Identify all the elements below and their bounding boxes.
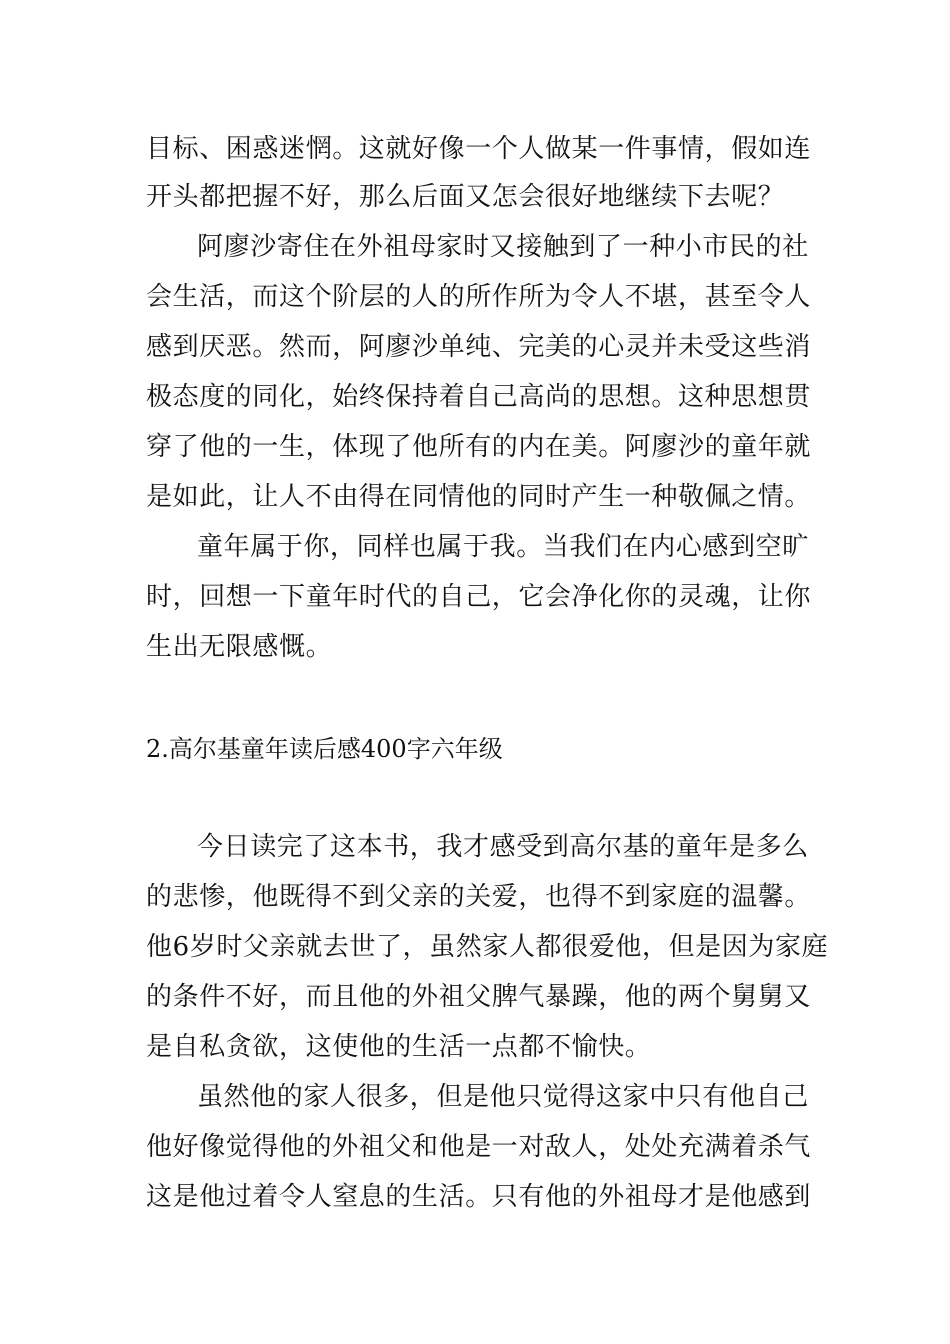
text-line: 童年属于你，同样也属于我。当我们在内心感到空旷 [197, 532, 809, 562]
text-line: 会生活，而这个阶层的人的所作所为令人不堪，甚至令人 [146, 282, 812, 312]
text-line: 阿廖沙寄住在外祖母家时又接触到了一种小市民的社 [197, 232, 809, 262]
text-line: 他好像觉得他的外祖父和他是一对敌人，处处充满着杀气 [146, 1132, 812, 1162]
text-line: 虽然他的家人很多，但是他只觉得这家中只有他自己 [197, 1082, 809, 1112]
text-line: 的悲惨，他既得不到父亲的关爱，也得不到家庭的温馨。 [146, 882, 812, 912]
text-line: 今日读完了这本书，我才感受到高尔基的童年是多么 [197, 832, 809, 862]
section-heading: 2.高尔基童年读后感400字六年级 [146, 735, 503, 763]
text-line: 开头都把握不好，那么后面又怎会很好地继续下去呢？ [146, 182, 785, 212]
text-line: 极态度的同化，始终保持着自己高尚的思想。这种思想贯 [146, 382, 812, 412]
text-line: 穿了他的一生，体现了他所有的内在美。阿廖沙的童年就 [146, 432, 812, 462]
text-line: 的条件不好，而且他的外祖父脾气暴躁，他的两个舅舅又 [146, 982, 812, 1012]
text-line: 生出无限感慨。 [146, 632, 333, 662]
text-line: 是自私贪欲，这使他的生活一点都不愉快。 [146, 1032, 652, 1062]
text-line: 感到厌恶。然而，阿廖沙单纯、完美的心灵并未受这些消 [146, 332, 812, 362]
text-line: 这是他过着令人窒息的生活。只有他的外祖母才是他感到 [146, 1182, 812, 1212]
text-line: 时，回想一下童年时代的自己，它会净化你的灵魂，让你 [146, 582, 812, 612]
text-line: 目标、困惑迷惘。这就好像一个人做某一件事情，假如连 [146, 134, 812, 164]
text-line: 是如此，让人不由得在同情他的同时产生一种敬佩之情。 [146, 482, 812, 512]
text-line: 他6岁时父亲就去世了，虽然家人都很爱他，但是因为家庭 [146, 932, 829, 962]
